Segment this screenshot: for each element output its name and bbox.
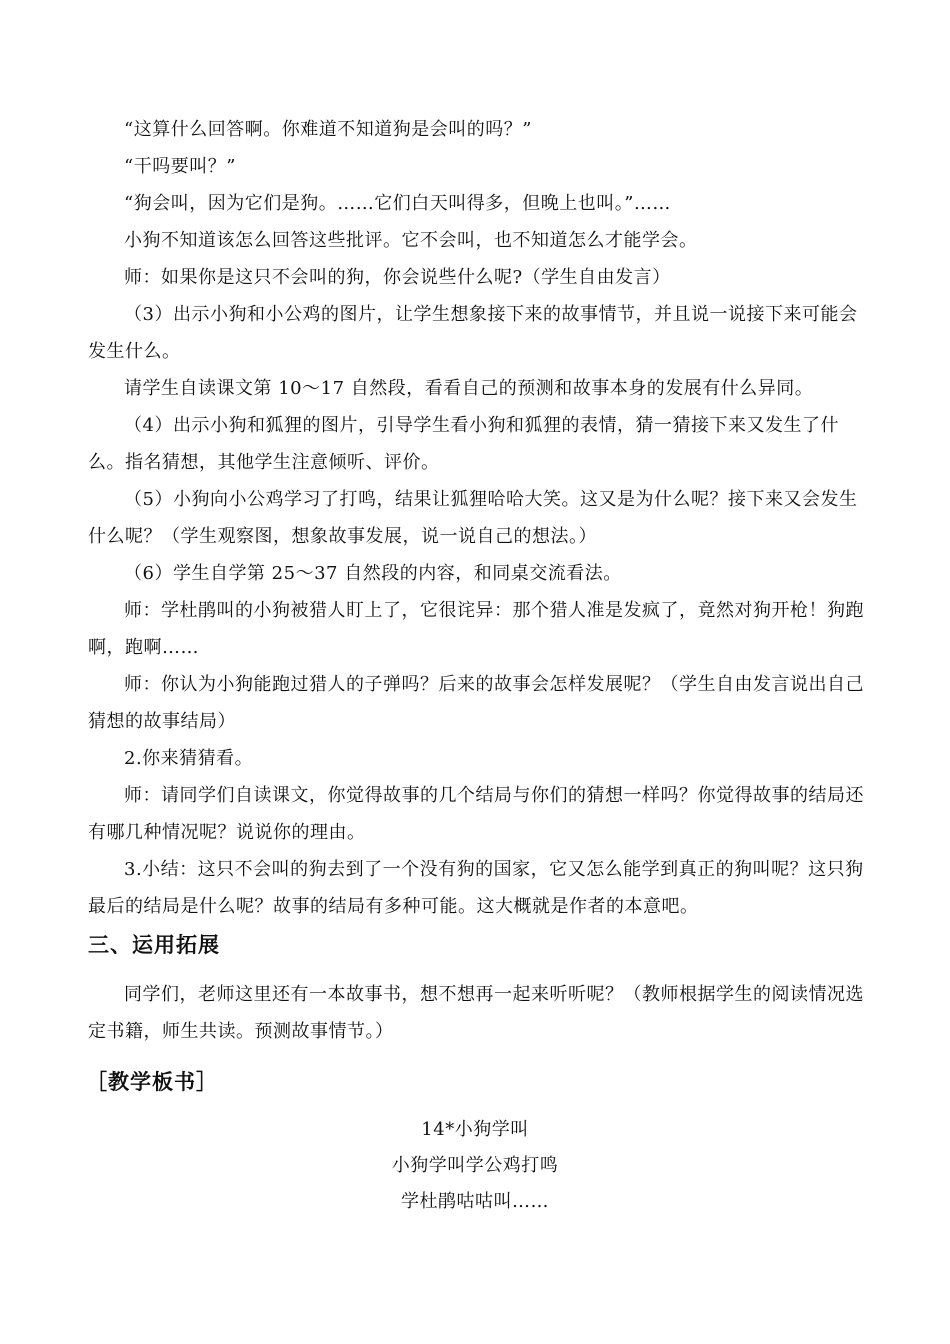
paragraph-14: 师：请同学们自读课文，你觉得故事的几个结局与你们的猜想一样吗？你觉得故事的结局还有哪几种情况呢？说说你的理由。 <box>88 785 864 843</box>
board-line-3: 学杜鹃咕咕叫…… <box>401 1191 549 1212</box>
paragraph-9: （5）小狗向小公鸡学习了打鸣，结果让狐狸哈哈大笑。这又是为什么呢？接下来又会发生什么呢？（学生观察图，想象故事发展，说一说自己的想法。） <box>88 489 858 547</box>
board-line-title: 14*小狗学叫 <box>421 1119 529 1140</box>
paragraph-8: （4）出示小狗和狐狸的图片，引导学生看小狗和狐狸的表情，猜一猜接下来又发生了什么。指名猜想，其他学生注意倾听、评价。 <box>88 415 839 473</box>
paragraph-2: “干吗要叫？” <box>124 156 236 177</box>
paragraph-6: （3）出示小狗和小公鸡的图片，让学生想象接下来的故事情节，并且说一说接下来可能会发生什么。 <box>88 304 858 362</box>
paragraph-11: 师：学杜鹃叫的小狗被猎人盯上了，它很诧异：那个猎人准是发疯了，竟然对狗开枪！狗跑啊，跑啊…… <box>88 600 864 658</box>
paragraph-7: 请学生自读课文第 10～17 自然段，看看自己的预测和故事本身的发展有什么异同。 <box>124 378 814 399</box>
board-line-2: 小狗学叫学公鸡打鸣 <box>391 1155 559 1176</box>
board-heading: ［教学板书］ <box>86 1070 218 1094</box>
paragraph-1: “这算什么回答啊。你难道不知道狗是会叫的吗？” <box>124 119 532 140</box>
section-heading: 三、运用拓展 <box>88 933 220 957</box>
paragraph-12: 师：你认为小狗能跑过猎人的子弹吗？后来的故事会怎样发展呢？（学生自由发言说出自己猜想的故事结局） <box>88 674 864 732</box>
paragraph-3: “狗会叫，因为它们是狗。……它们白天叫得多，但晚上也叫。”…… <box>124 193 671 214</box>
paragraph-15: 3.小结：这只不会叫的狗去到了一个没有狗的国家，它又怎么能学到真正的狗叫呢？这只狗最后的结局是什么呢？故事的结局有多种可能。这大概就是作者的本意吧。 <box>88 859 864 917</box>
paragraph-13: 2.你来猜猜看。 <box>124 748 254 769</box>
paragraph-5: 师：如果你是这只不会叫的狗，你会说些什么呢?（学生自由发言） <box>124 267 671 288</box>
extension-paragraph: 同学们，老师这里还有一本故事书，想不想再一起来听听呢？（教师根据学生的阅读情况选定书籍，师生共读。预测故事情节。） <box>88 984 864 1042</box>
paragraph-4: 小狗不知道该怎么回答这些批评。它不会叫，也不知道怎么才能学会。 <box>124 230 698 251</box>
paragraph-10: （6）学生自学第 25～37 自然段的内容，和同桌交流看法。 <box>124 563 622 584</box>
